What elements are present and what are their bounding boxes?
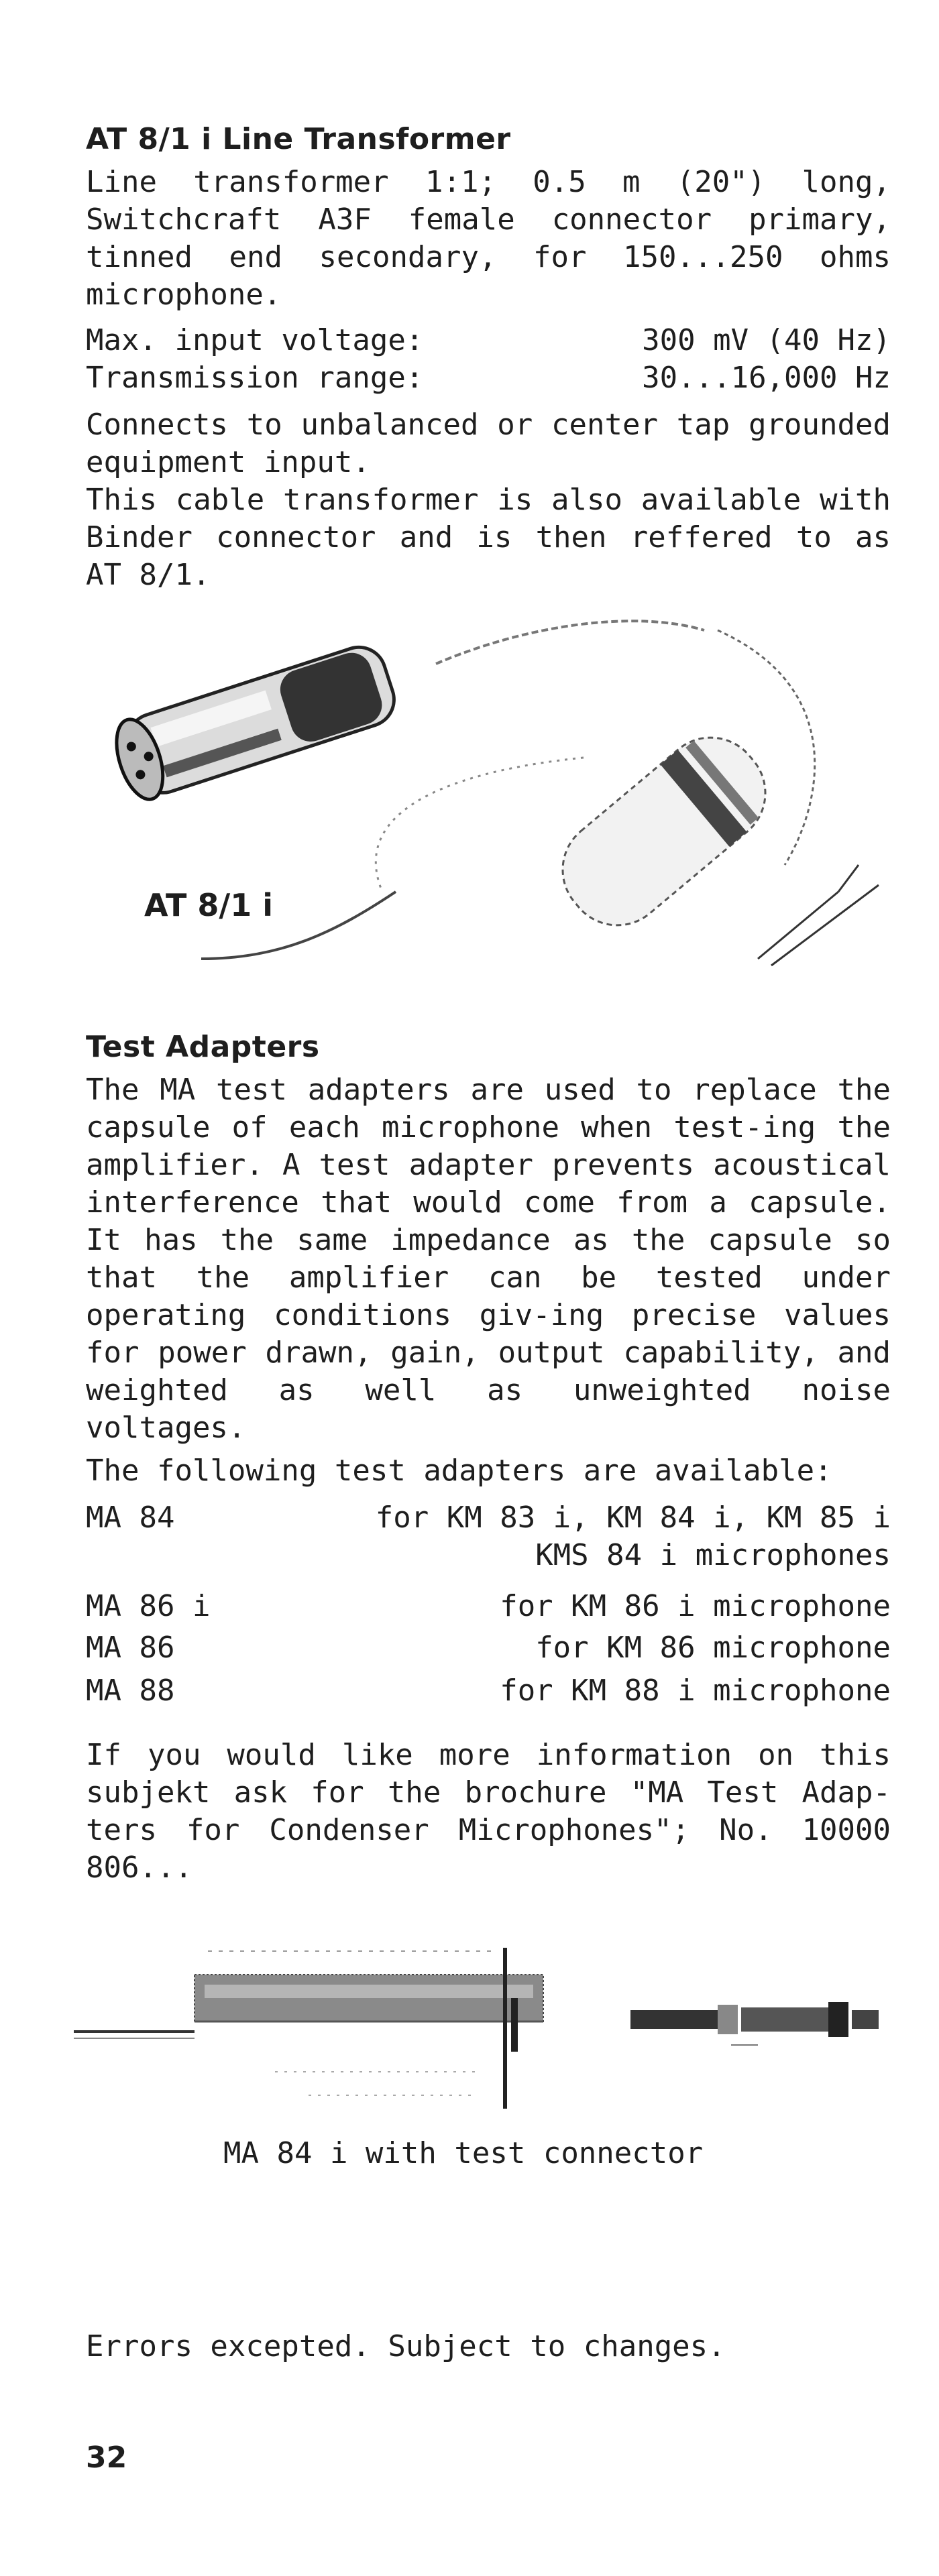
ma84i-image-caption: MA 84 i with test connector [223, 2136, 704, 2170]
adapter-row-ma88 [86, 1672, 891, 1710]
test-adapters-list-intro: The following test adapters are available: [86, 1454, 832, 1488]
test-adapters-description: The MA test adapters are used to replace the capsule of each microphone when test-ing the amplifier. A test adapter prevents acoustical interference that would come from a capsule. It has the same impedance as the capsule so that the amplifier can be tested under operating conditions giv-ing precise values for power drawn, gain, output capability, and weighted as well as unweighted noise voltages. [86, 1073, 891, 1445]
adapter-model: MA 86 i [86, 1589, 211, 1623]
at81i-note-connects: Connects to unbalanced or center tap grounded equipment input. [86, 408, 891, 479]
ma84i-test-adapter-illustration [74, 1938, 892, 2119]
at81i-image-caption: AT 8/1 i [144, 887, 274, 923]
spec-value: 300 mV (40 Hz) [642, 323, 891, 357]
spec-row-transmission-range [86, 359, 891, 397]
adapter-row-ma86i [86, 1588, 891, 1625]
test-adapters-more-info: If you would like more information on this subjekt ask for the brochure "MA Test Adap-ters for Condenser Microphones"; No. 10000 806... [86, 1738, 891, 1885]
adapter-description: for KM 83 i, KM 84 i, KM 85 i KMS 84 i microphones [375, 1501, 891, 1572]
adapter-model: MA 84 [86, 1501, 175, 1535]
adapter-description: for KM 86 microphone [535, 1631, 891, 1665]
disclaimer: Errors excepted. Subject to changes. [86, 2329, 726, 2363]
adapter-row-ma86 [86, 1629, 891, 1667]
spec-value: 30...16,000 Hz [642, 361, 891, 395]
at81i-description: Line transformer 1:1; 0.5 m (20") long, Switchcraft A3F female connector primary, tinned end secondary, for 150...250 ohms microphone. [86, 165, 891, 312]
adapter-description: for KM 86 i microphone [500, 1589, 891, 1623]
page-number: 32 [86, 2441, 127, 2475]
at81i-transformer-illustration [114, 610, 892, 986]
section-title-at81i: AT 8/1 i Line Transformer [86, 122, 511, 156]
section-title-test-adapters: Test Adapters [86, 1030, 320, 1064]
spec-row-max-input [86, 322, 891, 359]
at81i-note-binder: This cable transformer is also available with Binder connector and is then reffered to as AT 8/1. [86, 483, 891, 592]
adapter-description: for KM 88 i microphone [500, 1674, 891, 1708]
spec-label: Transmission range: [86, 361, 424, 395]
adapter-model: MA 88 [86, 1674, 175, 1708]
adapter-model: MA 86 [86, 1631, 175, 1665]
spec-label: Max. input voltage: [86, 323, 424, 357]
adapter-row-ma84 [86, 1499, 891, 1574]
